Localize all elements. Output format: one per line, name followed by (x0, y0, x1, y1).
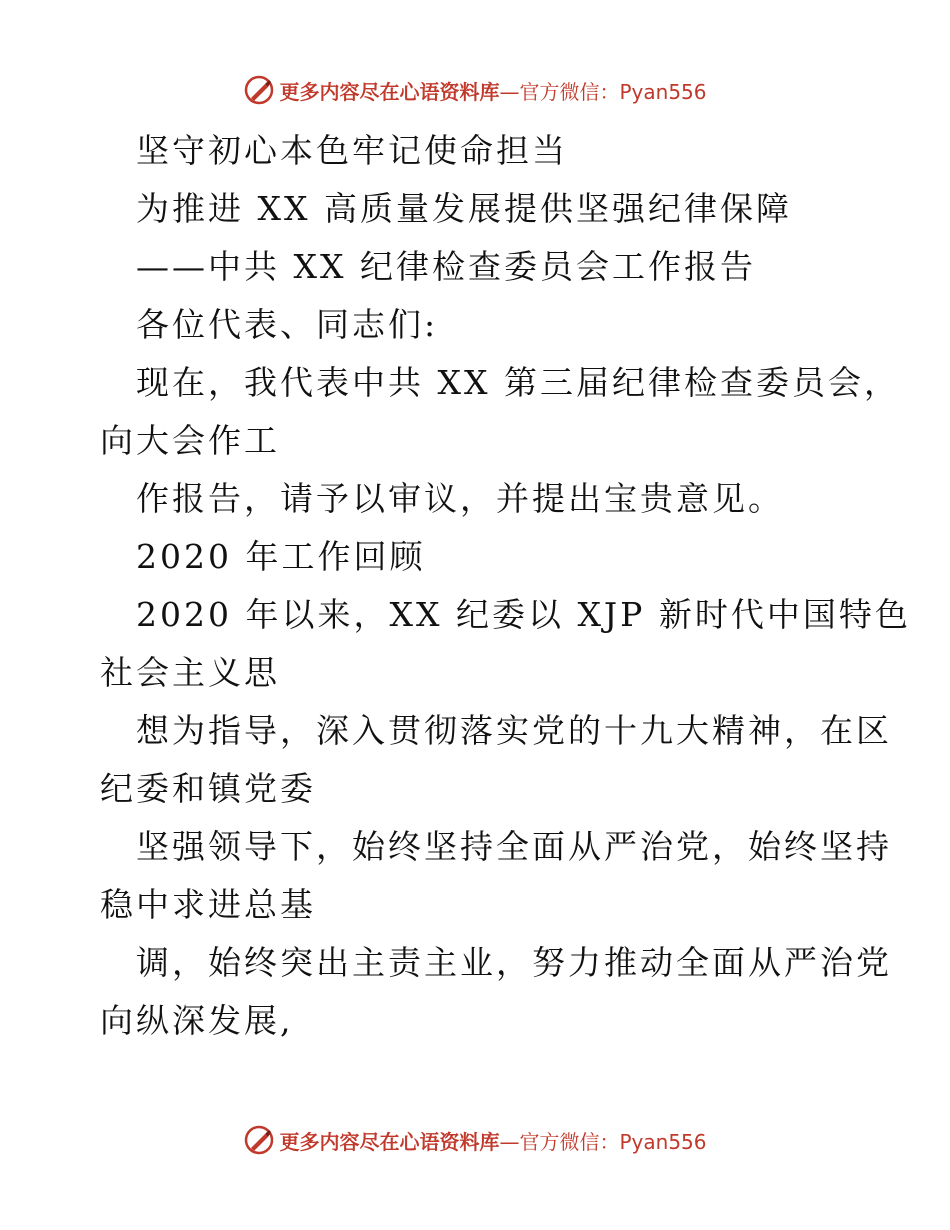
paragraph-line: 2020 年以来，XX 纪委以 XJP 新时代中国特色 (136, 595, 911, 634)
watermark-separator: — (499, 79, 520, 104)
watermark-rest: 官方微信： (519, 79, 620, 104)
watermark-handle: Pyan556 (619, 79, 707, 104)
document-body (100, 122, 911, 1050)
paragraph-line: 调，始终突出主责主业，努力推动全面从严治党 (136, 943, 892, 982)
paragraph-line: 坚强领导下，始终坚持全面从严治党，始终坚持 (136, 827, 892, 866)
paragraph-line: 稳中求进总基 (100, 885, 316, 924)
footer-watermark (0, 1122, 950, 1158)
watermark-rest: 官方微信： (519, 1129, 620, 1154)
paragraph-line: 向纵深发展, (100, 1001, 294, 1040)
watermark-handle: Pyan556 (619, 1129, 707, 1154)
watermark-text (279, 1126, 706, 1155)
doc-subtitle: 为推进 XX 高质量发展提供坚强纪律保障 (136, 189, 792, 228)
doc-report-name: ——中共 XX 纪律检查委员会工作报告 (136, 247, 756, 286)
watermark-brand: 更多内容尽在心语资料库 (279, 79, 500, 104)
paragraph-line: 现在，我代表中共 XX 第三届纪律检查委员会， (136, 363, 900, 402)
pen-logo-icon (243, 1124, 275, 1156)
watermark-brand: 更多内容尽在心语资料库 (279, 1129, 500, 1154)
watermark-text (279, 76, 706, 105)
pen-logo-icon (243, 74, 275, 106)
watermark-separator: — (499, 1129, 520, 1154)
doc-title: 坚守初心本色牢记使命担当 (136, 131, 568, 170)
header-watermark (0, 72, 950, 108)
section-heading: 2020 年工作回顾 (136, 537, 426, 576)
doc-salutation: 各位代表、同志们: (136, 305, 439, 344)
paragraph-line: 纪委和镇党委 (100, 769, 316, 808)
paragraph-line: 社会主义思 (100, 653, 280, 692)
paragraph-line: 想为指导，深入贯彻落实党的十九大精神，在区 (136, 711, 892, 750)
paragraph-line: 作报告，请予以审议，并提出宝贵意见。 (136, 479, 784, 518)
paragraph-line: 向大会作工 (100, 421, 280, 460)
